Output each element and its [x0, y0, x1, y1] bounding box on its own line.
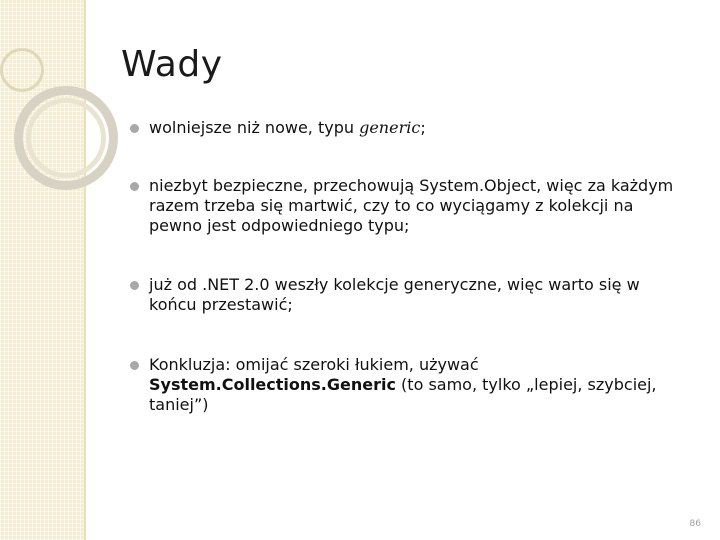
- slide-title: Wady: [121, 44, 223, 85]
- bullet-text-4b: (to samo, tylko „lepiej, szybciej, taniej”): [149, 375, 657, 414]
- bullet-text-1-italic: generic: [359, 118, 421, 137]
- decorative-small-ring: [0, 48, 44, 92]
- bullet-text-3: już od .NET 2.0 weszły kolekcje generyczne, więc warto się w końcu przestawić;: [149, 275, 640, 314]
- page-number: 86: [689, 519, 701, 529]
- bullet-text-4a: Konkluzja: omijać szeroki łukiem, używać: [149, 355, 479, 374]
- bullet-text-1b: ;: [420, 118, 426, 137]
- bullet-list: [130, 118, 690, 415]
- bullet-item-3: [130, 275, 690, 315]
- bullet-dot-icon: [130, 281, 139, 290]
- bullet-item-1: [130, 118, 690, 138]
- bullet-text-4-bold: System.Collections.Generic: [149, 375, 396, 394]
- decorative-strip-edge: [84, 0, 86, 540]
- bullet-item-4: [130, 355, 690, 415]
- bullet-dot-icon: [130, 124, 139, 133]
- bullet-text-1a: wolniejsze niż nowe, typu: [149, 118, 360, 137]
- decorative-inner-ring: [26, 98, 106, 178]
- bullet-dot-icon: [130, 182, 139, 191]
- bullet-item-2: [130, 176, 690, 236]
- bullet-text-2: niezbyt bezpieczne, przechowują System.Object, więc za każdym razem trzeba się martwić, czy to co wyciągamy z kolekcji na pewno jest odpowiedniego typu;: [149, 176, 674, 235]
- bullet-dot-icon: [130, 361, 139, 370]
